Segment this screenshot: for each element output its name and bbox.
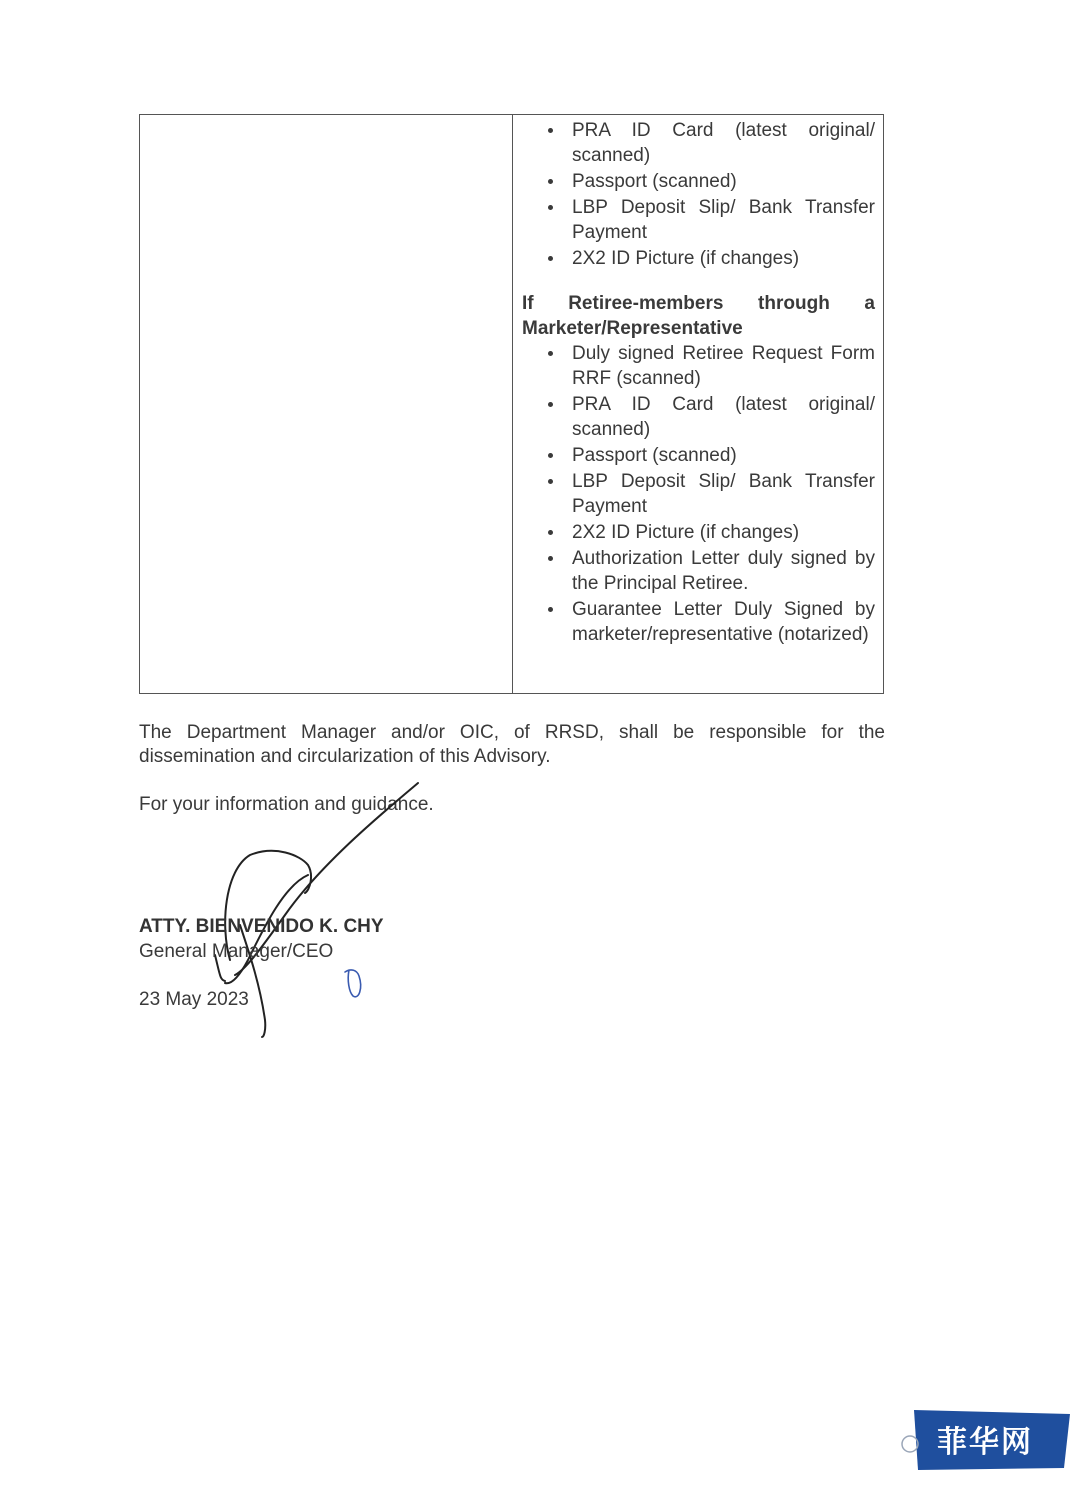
heading-word: through [758,293,830,314]
list-item: PRA ID Card (latest original/ scanned) [572,120,875,166]
list-item: Authorization Letter duly signed by the Principal Retiree. [572,548,875,594]
table-right-column [513,115,883,693]
list-item: PRA ID Card (latest original/ scanned) [572,394,875,440]
list-item: Passport (scanned) [572,169,875,194]
handwritten-initial [335,960,375,1005]
list-item: LBP Deposit Slip/ Bank Transfer Payment [572,197,875,243]
list-item: Passport (scanned) [572,443,875,468]
list-item: 2X2 ID Picture (if changes) [572,520,875,545]
heading-word: a [864,293,875,314]
heading-line-2: Marketer/Representative [522,318,743,339]
requirements-table [139,114,884,694]
closing-line: For your information and guidance. [139,794,434,815]
watermark-text: 菲华网 [937,1425,1033,1460]
requirements-list-direct [522,118,875,271]
list-item: LBP Deposit Slip/ Bank Transfer Payment [572,471,875,517]
signatory-title: General Manager/CEO [139,941,334,962]
heading-word: If [522,293,534,314]
marketer-group-heading [522,291,875,341]
heading-word: Retiree-members [568,293,724,314]
requirements-list-marketer [522,341,875,647]
list-item: Guarantee Letter Duly Signed by marketer/representative (notarized) [572,599,875,645]
list-item: Duly signed Retiree Request Form RRF (scanned) [572,343,875,389]
list-item: 2X2 ID Picture (if changes) [572,246,875,271]
signatory-name: ATTY. BIENVENIDO K. CHY [139,916,384,937]
document-date: 23 May 2023 [139,989,249,1010]
table-left-column [140,115,513,693]
responsibility-paragraph: The Department Manager and/or OIC, of RRSD, shall be responsible for the dissemination and circularization of this Advisory. [139,722,885,767]
